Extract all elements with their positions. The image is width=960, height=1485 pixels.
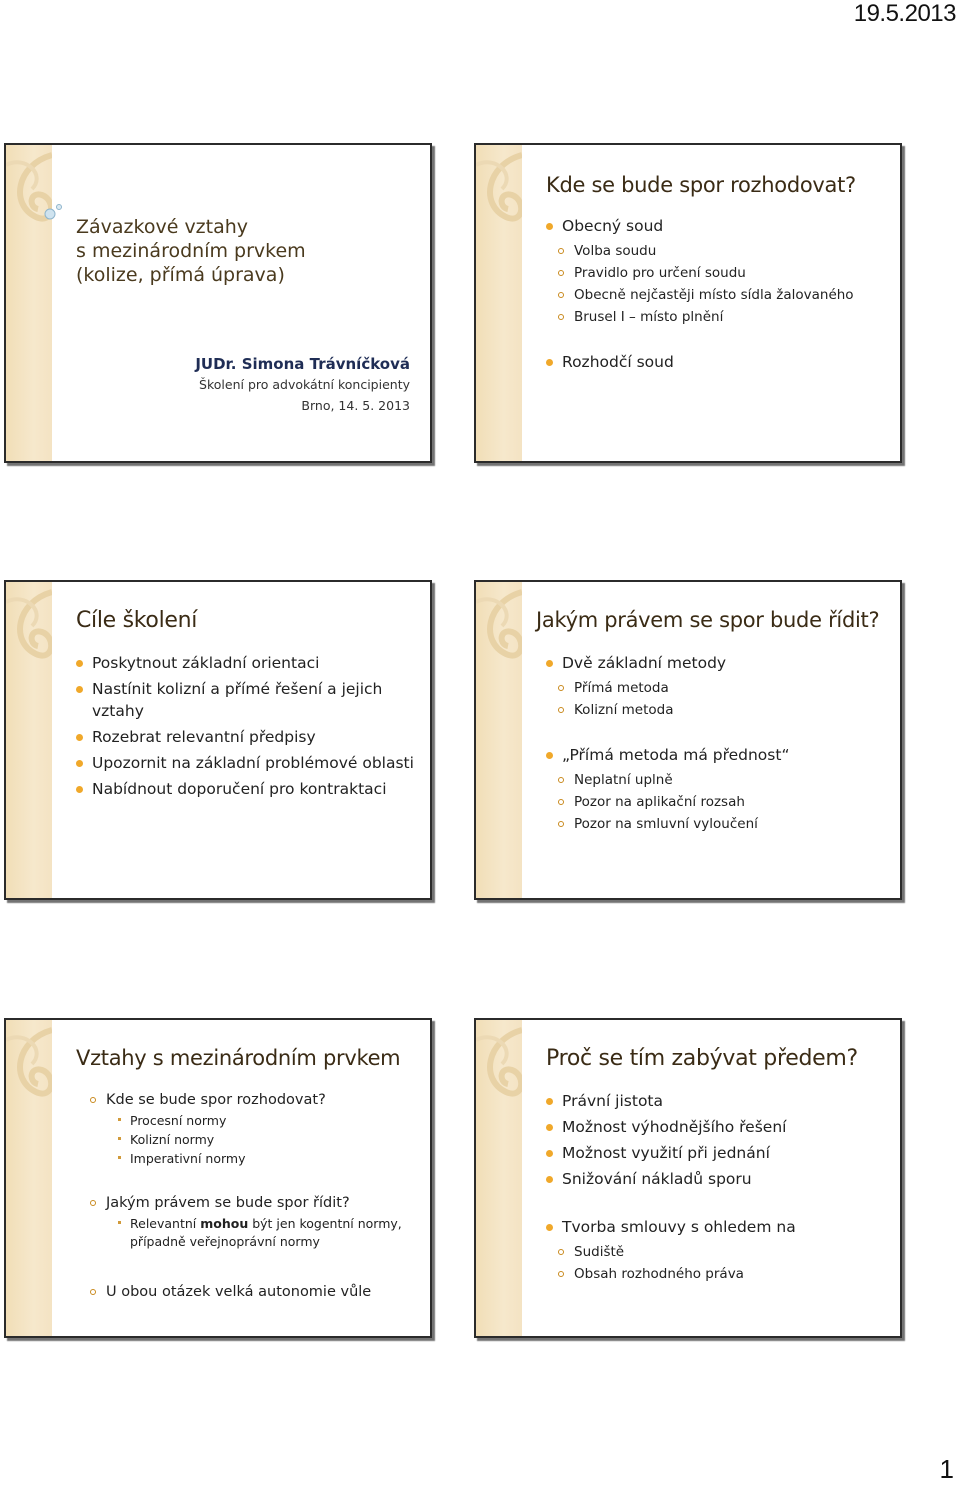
third-level-text: být jen kogentní normy, případně veřejnoprávní normy (130, 1216, 402, 1249)
square-bullet-icon (118, 1221, 121, 1224)
slide-body (546, 215, 888, 377)
bullet-text: Tvorba smlouvy s ohledem na (562, 1218, 796, 1236)
sub-bullet-text: Přímá metoda (574, 680, 669, 696)
decorative-swirl-icon (476, 145, 522, 265)
bullet-text: Rozhodčí soud (562, 353, 674, 371)
spacer (546, 329, 888, 351)
sub-bullet-item (558, 700, 888, 720)
bullet-item (546, 1216, 888, 1238)
slide-applicable-law (474, 580, 902, 900)
decorative-swirl-icon (476, 582, 522, 702)
bullet-item (546, 351, 888, 373)
sub-bullet-text: U obou otázek velká autonomie vůle (106, 1284, 372, 1300)
spacer (90, 1169, 418, 1191)
author-block (195, 353, 410, 417)
sub-bullet-icon (558, 777, 564, 783)
sub-bullet-icon (558, 1271, 564, 1277)
square-bullet-icon (118, 1118, 121, 1121)
slide-title: Proč se tím zabývat předem? (546, 1046, 858, 1071)
bullet-dot-icon (546, 1124, 553, 1131)
sub-bullet-text: Pozor na smluvní vyloučení (574, 816, 758, 832)
bullet-dot-icon (76, 660, 83, 667)
sub-bullet-text: Pozor na aplikační rozsah (574, 794, 745, 810)
sub-bullet-icon (558, 799, 564, 805)
title-line: s mezinárodním prvkem (76, 240, 306, 262)
bullet-dot-icon (546, 660, 553, 667)
sub-bullet-item (558, 1264, 888, 1284)
third-level-item (118, 1150, 418, 1168)
third-level-item (118, 1112, 418, 1130)
page-date: 19.5.2013 (853, 0, 956, 27)
bullet-text: Právní jistota (562, 1092, 663, 1110)
bullet-item (546, 744, 888, 766)
sub-bullet-item (90, 1282, 418, 1302)
slide-international-relations (4, 1018, 432, 1338)
sub-bullet-item (558, 678, 888, 698)
bullet-item (546, 1090, 888, 1112)
bullet-item (546, 1168, 888, 1190)
event-subtitle: Školení pro advokátní koncipienty (199, 377, 410, 392)
bullet-item (76, 726, 418, 748)
bullet-text: Poskytnout základní orientaci (92, 654, 320, 672)
bullet-dot-icon (76, 734, 83, 741)
sub-bullet-item (90, 1193, 418, 1213)
sub-bullet-icon (558, 292, 564, 298)
presentation-title (76, 215, 306, 287)
bullet-text: „Přímá metoda má přednost“ (562, 746, 790, 764)
slide-title-page (4, 143, 432, 463)
sub-bullet-item (558, 285, 888, 305)
bullet-dot-icon (546, 752, 553, 759)
third-level-text: Relevantní (130, 1216, 201, 1231)
emphasis-text: mohou (200, 1216, 249, 1231)
sub-bullet-item (558, 1242, 888, 1262)
spacer (90, 1252, 418, 1280)
slide-title: Cíle školení (76, 608, 198, 633)
sub-bullet-text: Obsah rozhodného práva (574, 1266, 744, 1282)
slide-body (76, 652, 418, 804)
sub-bullet-icon (558, 270, 564, 276)
square-bullet-icon (118, 1156, 121, 1159)
title-line: (kolize, přímá úprava) (76, 264, 285, 286)
sub-bullet-icon (558, 314, 564, 320)
sub-bullet-icon (558, 707, 564, 713)
sub-bullet-text: Volba soudu (574, 243, 657, 259)
slide-body (546, 1090, 888, 1286)
author-name: JUDr. Simona Trávníčková (195, 355, 410, 373)
bullet-text: Snižování nákladů sporu (562, 1170, 752, 1188)
third-level-text: Procesní normy (130, 1113, 227, 1128)
slide-title: Jakým právem se spor bude řídit? (536, 608, 880, 632)
page-number: 1 (939, 1454, 954, 1484)
decorative-swirl-icon (476, 1020, 522, 1140)
bullet-text: Obecný soud (562, 217, 664, 235)
bullet-text: Možnost výhodnějšího řešení (562, 1118, 787, 1136)
sub-bullet-icon (558, 1249, 564, 1255)
bullet-dot-icon (546, 359, 553, 366)
bullet-item (76, 678, 418, 722)
sub-bullet-text: Kolizní metoda (574, 702, 674, 718)
sub-bullet-text: Kde se bude spor rozhodovat? (106, 1092, 326, 1108)
sub-bullet-item (558, 307, 888, 327)
third-level-item (118, 1131, 418, 1149)
bubbles-icon (42, 203, 66, 223)
third-level-text: Imperativní normy (130, 1151, 246, 1166)
sub-bullet-text: Neplatní uplně (574, 772, 673, 788)
sub-bullet-item (558, 263, 888, 283)
sub-bullet-icon (558, 248, 564, 254)
bullet-text: Nabídnout doporučení pro kontraktaci (92, 780, 387, 798)
bullet-dot-icon (546, 1150, 553, 1157)
bullet-dot-icon (546, 1224, 553, 1231)
sub-bullet-item (558, 770, 888, 790)
title-line: Závazkové vztahy (76, 216, 249, 238)
bullet-text: Upozornit na základní problémové oblasti (92, 754, 414, 772)
sub-bullet-item (90, 1090, 418, 1110)
sub-bullet-item (558, 241, 888, 261)
sub-bullet-icon (558, 821, 564, 827)
bullet-item (546, 215, 888, 237)
bullet-item (76, 778, 418, 800)
slide-title: Kde se bude spor rozhodovat? (546, 173, 856, 197)
decorative-swirl-icon (6, 1020, 52, 1140)
bullet-text: Dvě základní metody (562, 654, 727, 672)
bullet-item (546, 1142, 888, 1164)
sub-bullet-icon (90, 1097, 96, 1103)
sub-bullet-item (558, 792, 888, 812)
bullet-item (546, 1116, 888, 1138)
spacer (546, 722, 888, 744)
sub-bullet-icon (90, 1289, 96, 1295)
third-level-item (118, 1215, 418, 1251)
sub-bullet-icon (558, 685, 564, 691)
square-bullet-icon (118, 1137, 121, 1140)
slide-goals (4, 580, 432, 900)
slide-body (90, 1088, 418, 1304)
sub-bullet-icon (90, 1200, 96, 1206)
bullet-text: Rozebrat relevantní předpisy (92, 728, 316, 746)
bullet-dot-icon (76, 760, 83, 767)
bullet-text: Nastínit kolizní a přímé řešení a jejich vztahy (92, 680, 383, 720)
sub-bullet-item (558, 814, 888, 834)
slide-court (474, 143, 902, 463)
bullet-dot-icon (76, 686, 83, 693)
bullet-item (546, 652, 888, 674)
slide-title: Vztahy s mezinárodním prvkem (76, 1046, 401, 1070)
bullet-item (76, 752, 418, 774)
slide-why-beforehand (474, 1018, 902, 1338)
sub-bullet-text: Obecně nejčastěji místo sídla žalovaného (574, 287, 854, 303)
sub-bullet-text: Brusel I – místo plnění (574, 309, 724, 325)
bullet-dot-icon (546, 1098, 553, 1105)
third-level-text: Kolizní normy (130, 1132, 215, 1147)
slide-body (546, 652, 888, 836)
sub-bullet-text: Jakým právem se bude spor řídit? (106, 1195, 350, 1211)
bullet-text: Možnost využití při jednání (562, 1144, 770, 1162)
bullet-dot-icon (546, 223, 553, 230)
bullet-dot-icon (546, 1176, 553, 1183)
spacer (546, 1194, 888, 1216)
bullet-dot-icon (76, 786, 83, 793)
bullet-item (76, 652, 418, 674)
event-date: Brno, 14. 5. 2013 (301, 398, 410, 413)
decorative-swirl-icon (6, 582, 52, 702)
sub-bullet-text: Sudiště (574, 1244, 625, 1260)
sub-bullet-text: Pravidlo pro určení soudu (574, 265, 746, 281)
